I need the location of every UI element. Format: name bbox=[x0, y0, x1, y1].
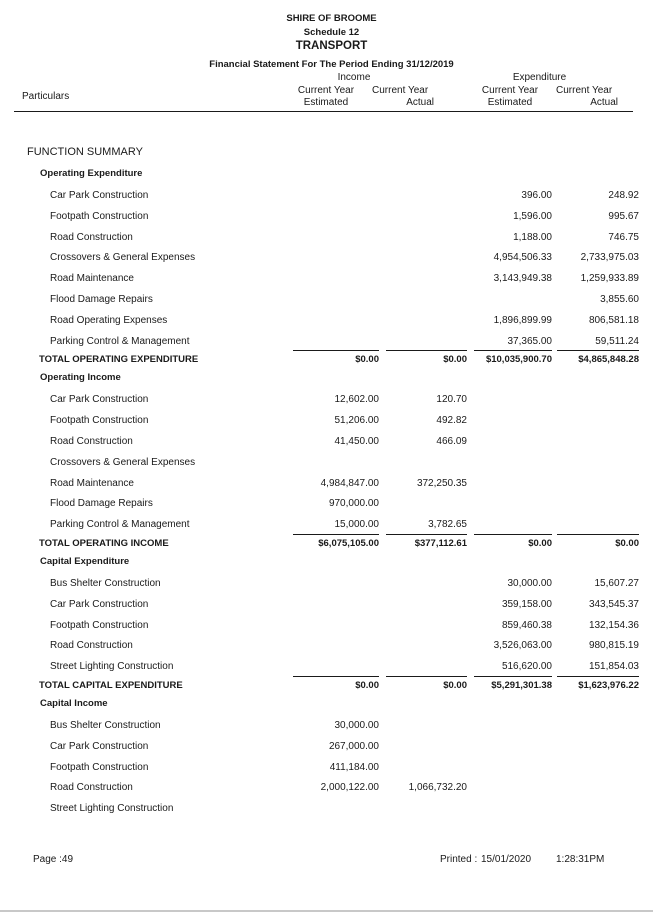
amount-exp-est: 3,143,949.38 bbox=[493, 273, 552, 285]
amount-exp-act: 995.67 bbox=[608, 210, 639, 222]
amount-inc-est: 51,206.00 bbox=[334, 415, 379, 427]
amount-exp-est: 3,526,063.00 bbox=[493, 640, 552, 652]
row-label: Street Lighting Construction bbox=[50, 803, 174, 815]
total-exp-act: $4,865,848.28 bbox=[578, 354, 639, 366]
total-exp-act: $1,623,976.22 bbox=[578, 680, 639, 691]
row-label: Footpath Construction bbox=[50, 210, 149, 222]
amount-exp-est: 1,188.00 bbox=[513, 231, 552, 243]
total-rule bbox=[293, 676, 379, 677]
total-inc-act: $377,112.61 bbox=[414, 538, 467, 549]
amount-inc-est: 15,000.00 bbox=[334, 519, 379, 531]
row-label: Road Maintenance bbox=[50, 273, 134, 285]
total-rule bbox=[386, 676, 467, 677]
expenditure-actual-header: Current Year Actual bbox=[556, 85, 618, 108]
amount-exp-act: 343,545.37 bbox=[588, 598, 639, 610]
total-rule bbox=[557, 350, 639, 351]
amount-inc-est: 267,000.00 bbox=[328, 740, 379, 752]
total-rule bbox=[293, 534, 379, 535]
amount-inc-act: 1,066,732.20 bbox=[408, 782, 467, 794]
income-actual-header: Current Year Actual bbox=[372, 85, 434, 108]
amount-exp-est: 396.00 bbox=[521, 190, 552, 201]
total-inc-act: $0.00 bbox=[443, 680, 467, 691]
particulars-header: Particulars bbox=[22, 91, 70, 102]
total-exp-est: $0.00 bbox=[528, 538, 552, 549]
amount-inc-est: 41,450.00 bbox=[334, 436, 379, 447]
row-label: Car Park Construction bbox=[50, 394, 149, 406]
amount-inc-act: 466.09 bbox=[436, 436, 467, 447]
row-label: Footpath Construction bbox=[50, 761, 149, 773]
total-rule bbox=[386, 350, 467, 351]
page-bottom-rule bbox=[0, 910, 653, 912]
section-title: Capital Income bbox=[40, 698, 108, 709]
amount-inc-act: 3,782.65 bbox=[428, 519, 467, 531]
row-label: Flood Damage Repairs bbox=[50, 294, 153, 305]
amount-exp-est: 359,158.00 bbox=[501, 598, 552, 610]
amount-exp-est: 1,896,899.99 bbox=[493, 314, 552, 326]
row-label: Parking Control & Management bbox=[50, 335, 190, 347]
amount-exp-act: 2,733,975.03 bbox=[580, 252, 639, 264]
header-rule bbox=[14, 111, 633, 112]
total-label: TOTAL OPERATING INCOME bbox=[39, 538, 169, 549]
total-label: TOTAL OPERATING EXPENDITURE bbox=[39, 354, 199, 366]
schedule-number: Schedule 12 bbox=[303, 27, 360, 38]
row-label: Footpath Construction bbox=[50, 415, 149, 427]
total-exp-est: $5,291,301.38 bbox=[491, 680, 552, 691]
amount-exp-act: 1,259,933.89 bbox=[580, 273, 639, 285]
total-rule bbox=[557, 534, 639, 535]
row-label: Footpath Construction bbox=[50, 619, 149, 631]
row-label: Flood Damage Repairs bbox=[50, 498, 153, 510]
org-name: SHIRE OF BROOME bbox=[286, 13, 377, 24]
amount-inc-est: 2,000,122.00 bbox=[320, 782, 379, 794]
amount-inc-act: 492.82 bbox=[436, 415, 467, 427]
page-number: Page :49 bbox=[33, 854, 74, 865]
total-inc-est: $6,075,105.00 bbox=[318, 538, 379, 549]
page-title: TRANSPORT bbox=[295, 40, 368, 52]
amount-inc-est: 4,984,847.00 bbox=[320, 477, 379, 489]
section-title: Capital Expenditure bbox=[40, 556, 130, 567]
expenditure-estimated-header: Current Year Estimated bbox=[481, 85, 539, 108]
amount-exp-est: 1,596.00 bbox=[513, 210, 552, 222]
amount-exp-act: 3,855.60 bbox=[600, 294, 639, 305]
amount-exp-act: 746.75 bbox=[608, 231, 639, 243]
row-label: Bus Shelter Construction bbox=[50, 578, 161, 589]
total-rule bbox=[474, 350, 552, 351]
row-label: Road Construction bbox=[50, 231, 133, 243]
income-estimated-header: Current Year Estimated bbox=[297, 85, 355, 108]
total-rule bbox=[474, 534, 552, 535]
row-label: Road Construction bbox=[50, 436, 133, 447]
total-inc-act: $0.00 bbox=[443, 354, 467, 366]
total-inc-est: $0.00 bbox=[355, 354, 379, 366]
function-summary-title: FUNCTION SUMMARY bbox=[27, 146, 143, 158]
amount-exp-est: 30,000.00 bbox=[507, 578, 552, 589]
income-header: Income bbox=[337, 72, 371, 83]
row-label: Car Park Construction bbox=[50, 598, 149, 610]
amount-inc-act: 372,250.35 bbox=[416, 477, 467, 489]
amount-exp-act: 980,815.19 bbox=[588, 640, 639, 652]
row-label: Car Park Construction bbox=[50, 190, 149, 201]
total-rule bbox=[557, 676, 639, 677]
row-label: Parking Control & Management bbox=[50, 519, 190, 531]
expenditure-header: Expenditure bbox=[512, 72, 567, 83]
amount-exp-est: 37,365.00 bbox=[507, 335, 552, 347]
amount-exp-act: 59,511.24 bbox=[595, 335, 639, 347]
amount-inc-act: 120.70 bbox=[436, 394, 467, 406]
amount-exp-act: 151,854.03 bbox=[588, 661, 639, 673]
total-exp-est: $10,035,900.70 bbox=[485, 354, 552, 366]
total-rule bbox=[386, 534, 467, 535]
amount-exp-est: 859,460.38 bbox=[501, 619, 552, 631]
amount-inc-est: 30,000.00 bbox=[334, 720, 379, 731]
printed-label: Printed : bbox=[440, 854, 478, 865]
amount-inc-est: 411,184.00 bbox=[329, 761, 379, 773]
row-label: Car Park Construction bbox=[50, 740, 149, 752]
row-label: Road Construction bbox=[50, 782, 133, 794]
section-title: Operating Expenditure bbox=[40, 168, 143, 179]
row-label: Road Maintenance bbox=[50, 477, 134, 489]
printed-date: 15/01/2020 bbox=[481, 854, 532, 865]
row-label: Road Construction bbox=[50, 640, 133, 652]
row-label: Road Operating Expenses bbox=[50, 314, 168, 326]
printed-time: 1:28:31PM bbox=[556, 854, 605, 865]
total-label: TOTAL CAPITAL EXPENDITURE bbox=[39, 680, 183, 691]
total-rule bbox=[293, 350, 379, 351]
total-inc-est: $0.00 bbox=[355, 680, 379, 691]
amount-exp-act: 15,607.27 bbox=[594, 578, 639, 589]
row-label: Street Lighting Construction bbox=[50, 661, 174, 673]
period-title: Financial Statement For The Period Ending 31/12/2019 bbox=[209, 59, 454, 70]
amount-exp-act: 132,154.36 bbox=[588, 619, 639, 631]
amount-exp-est: 4,954,506.33 bbox=[493, 252, 552, 264]
row-label: Bus Shelter Construction bbox=[50, 720, 161, 731]
amount-exp-act: 806,581.18 bbox=[588, 314, 639, 326]
row-label: Crossovers & General Expenses bbox=[50, 252, 196, 264]
amount-inc-est: 970,000.00 bbox=[328, 498, 379, 510]
row-label: Crossovers & General Expenses bbox=[50, 456, 196, 468]
amount-exp-act: 248.92 bbox=[608, 190, 639, 201]
section-title: Operating Income bbox=[40, 372, 121, 384]
total-exp-act: $0.00 bbox=[615, 538, 639, 549]
amount-inc-est: 12,602.00 bbox=[334, 394, 379, 406]
amount-exp-est: 516,620.00 bbox=[501, 661, 552, 673]
total-rule bbox=[474, 676, 552, 677]
